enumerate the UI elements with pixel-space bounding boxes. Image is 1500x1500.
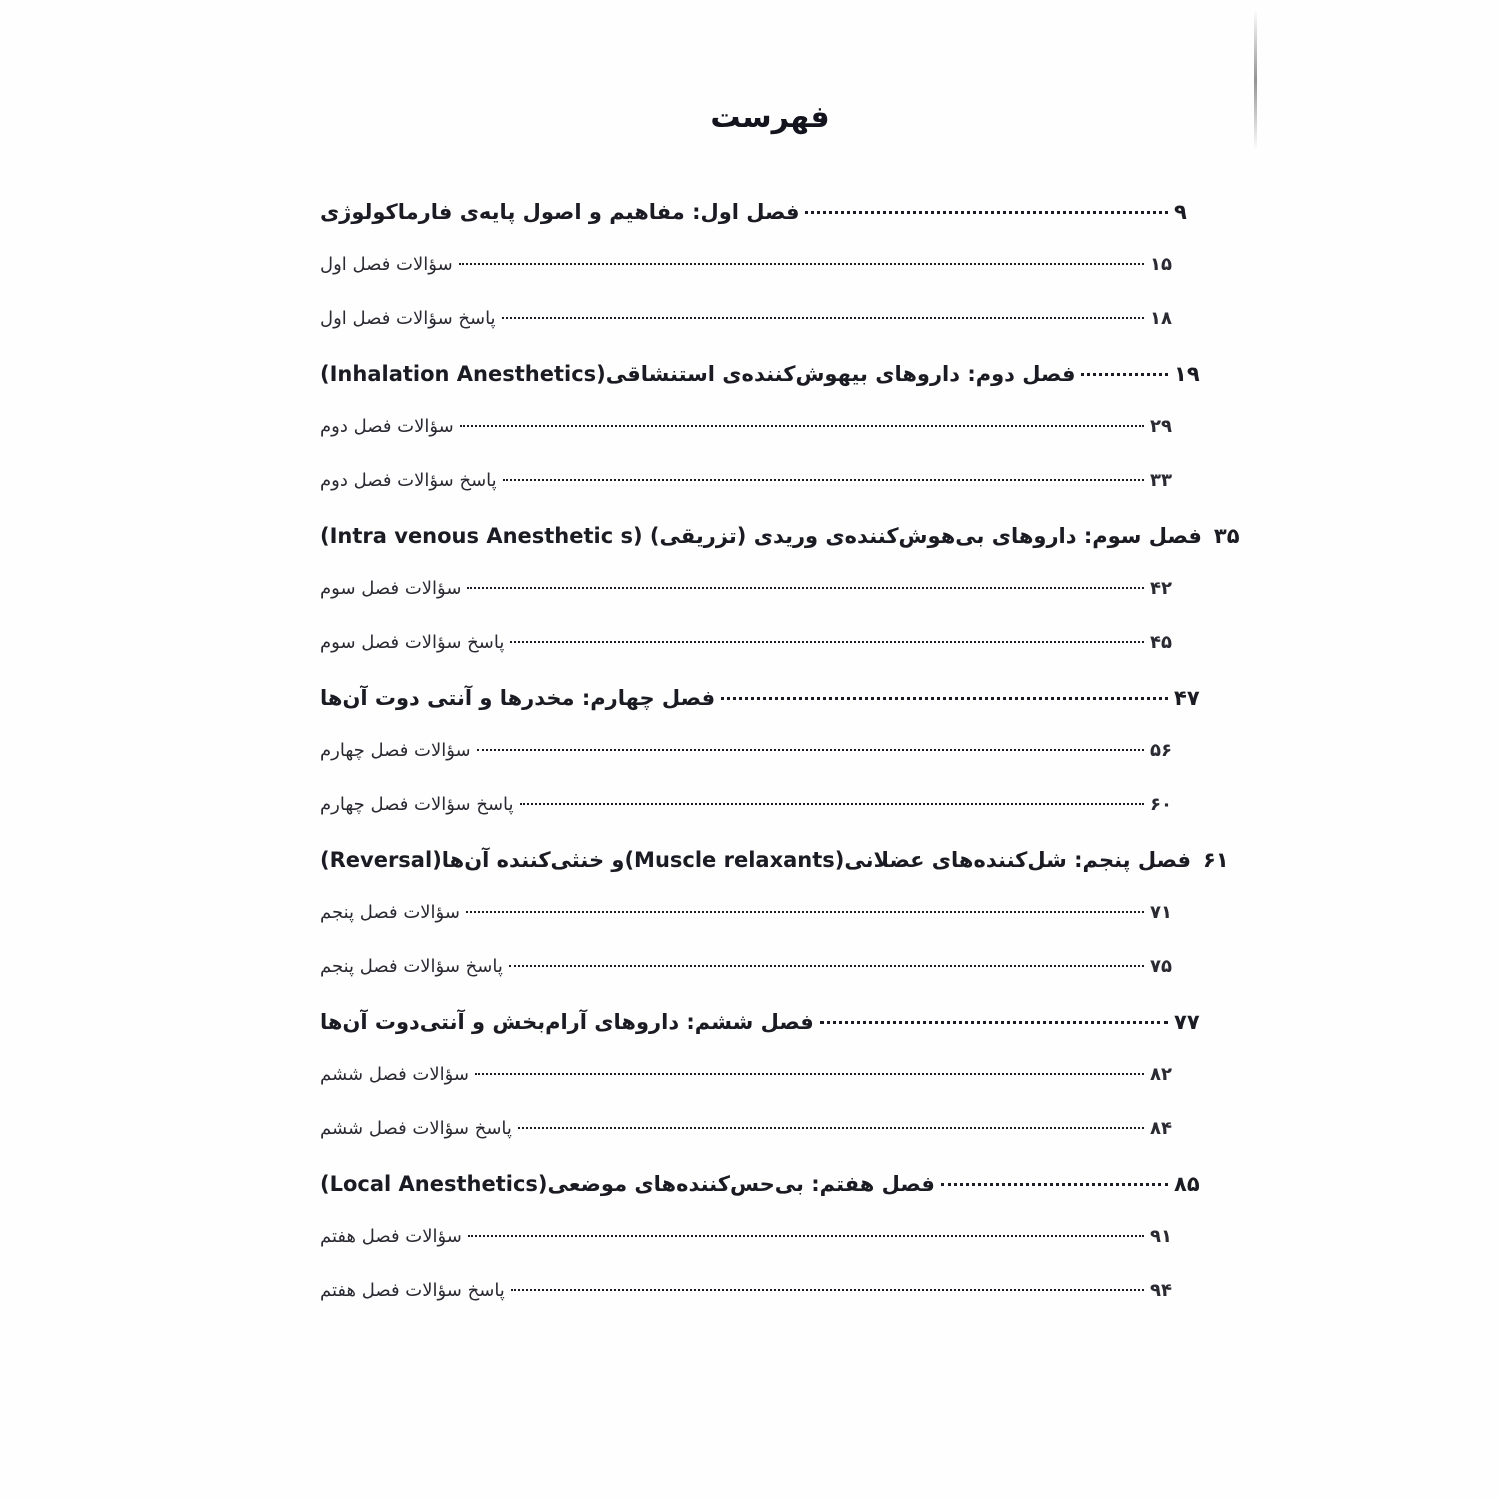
toc-section-entry[interactable] (320, 902, 1200, 956)
toc-page-number: ۶۱ (1203, 848, 1229, 872)
dot-leader (721, 697, 1168, 700)
dot-leader (475, 1073, 1144, 1075)
toc-section-entry[interactable] (320, 1280, 1200, 1334)
toc-section-entry[interactable] (320, 578, 1200, 632)
toc-entry-title: پاسخ سؤالات فصل ششم (320, 1118, 512, 1139)
toc-page-number: ۲۹ (1150, 416, 1172, 437)
toc-chapter-entry[interactable] (320, 1010, 1200, 1064)
toc-page-number: ۴۲ (1150, 578, 1172, 599)
toc-page-number: ۴۷ (1174, 686, 1200, 710)
toc-entry-title: سؤالات فصل سوم (320, 578, 462, 599)
toc-chapter-entry[interactable] (320, 524, 1240, 578)
toc-section-entry[interactable] (320, 794, 1200, 848)
toc-page-number: ۷۷ (1174, 1010, 1200, 1034)
toc-entry-title: فصل سوم: داروهای بی‌هوش‌کننده‌ی وریدی (تزریقی) (Intra venous Anesthetic s) (320, 524, 1202, 548)
toc-entry-title: فصل هفتم: بی‌حس‌کننده‌های موضعی(Local Anesthetics) (320, 1172, 935, 1196)
toc-chapter-entry[interactable] (320, 362, 1200, 416)
toc-page-number: ۸۵ (1174, 1172, 1200, 1196)
toc-page-number: ۳۳ (1150, 470, 1172, 491)
toc-entry-title: پاسخ سؤالات فصل سوم (320, 632, 505, 653)
toc-section-entry[interactable] (320, 308, 1200, 362)
toc-page-number: ۶۰ (1150, 794, 1172, 815)
dot-leader (503, 479, 1144, 481)
dot-leader (467, 587, 1144, 589)
dot-leader (509, 965, 1144, 967)
dot-leader (502, 317, 1144, 319)
toc-entry-title: سؤالات فصل پنجم (320, 902, 460, 923)
toc-entry-title: پاسخ سؤالات فصل پنجم (320, 956, 503, 977)
toc-chapter-entry[interactable] (320, 686, 1200, 740)
toc-page-number: ۵۶ (1150, 740, 1172, 761)
dot-leader (520, 803, 1144, 805)
toc-section-entry[interactable] (320, 956, 1200, 1010)
toc-page-number: ۷۵ (1150, 956, 1172, 977)
toc-section-entry[interactable] (320, 740, 1200, 794)
toc-section-entry[interactable] (320, 416, 1200, 470)
toc-entry-title: فصل چهارم: مخدرها و آنتی دوت آن‌ها (320, 686, 716, 710)
dot-leader (511, 1289, 1144, 1291)
toc-entry-title: پاسخ سؤالات فصل چهارم (320, 794, 514, 815)
dot-leader (518, 1127, 1144, 1129)
toc-page-number: ۱۵ (1150, 254, 1172, 275)
toc-entry-title: سؤالات فصل هفتم (320, 1226, 462, 1247)
toc-page-number: ۳۵ (1213, 524, 1240, 548)
toc-section-entry[interactable] (320, 1118, 1200, 1172)
toc-page-number: ۹ (1174, 200, 1187, 224)
dot-leader (468, 1235, 1144, 1237)
toc-section-entry[interactable] (320, 254, 1200, 308)
toc-section-entry[interactable] (320, 632, 1200, 686)
toc-entry-title: فصل ششم: داروهای آرام‌بخش و آنتی‌دوت آن‌ها (320, 1010, 814, 1034)
toc-page-number: ۱۹ (1174, 362, 1200, 386)
toc-section-entry[interactable] (320, 1226, 1200, 1280)
toc-page-number: ۹۴ (1150, 1280, 1172, 1301)
dot-leader (820, 1021, 1168, 1024)
toc-entry-title: سؤالات فصل ششم (320, 1064, 470, 1085)
toc-entry-title: سؤالات فصل اول (320, 254, 453, 275)
table-of-contents (320, 200, 1240, 1334)
toc-page-number: ۸۴ (1150, 1118, 1172, 1139)
toc-entry-title: فصل پنجم: شل‌کننده‌های عضلانی(Muscle relaxants)و خنثی‌کننده آن‌ها(Reversal) (320, 848, 1192, 872)
toc-entry-title: پاسخ سؤالات فصل اول (320, 308, 496, 329)
toc-entry-title: پاسخ سؤالات فصل هفتم (320, 1280, 505, 1301)
toc-page-number: ۱۸ (1150, 308, 1172, 329)
toc-section-entry[interactable] (320, 1064, 1200, 1118)
toc-entry-title: فصل اول: مفاهیم و اصول پایه‌ی فارماکولوژی (320, 200, 800, 224)
dot-leader (477, 749, 1144, 751)
toc-section-entry[interactable] (320, 470, 1200, 524)
toc-chapter-entry[interactable] (320, 1172, 1200, 1226)
toc-chapter-entry[interactable] (320, 848, 1229, 902)
toc-page-number: ۴۵ (1150, 632, 1172, 653)
dot-leader (459, 263, 1144, 265)
dot-leader (460, 425, 1144, 427)
toc-entry-title: سؤالات فصل چهارم (320, 740, 471, 761)
dot-leader (466, 911, 1144, 913)
toc-chapter-entry[interactable] (320, 200, 1200, 254)
dot-leader (1081, 373, 1168, 376)
toc-entry-title: سؤالات فصل دوم (320, 416, 454, 437)
toc-page-number: ۷۱ (1150, 902, 1172, 923)
toc-entry-title: پاسخ سؤالات فصل دوم (320, 470, 497, 491)
toc-entry-title: فصل دوم: داروهای بیهوش‌کننده‌ی استنشاقی(Inhalation Anesthetics) (320, 362, 1076, 386)
toc-page-number: ۸۲ (1150, 1064, 1172, 1085)
dot-leader (510, 641, 1144, 643)
dot-leader (805, 211, 1168, 214)
toc-page-number: ۹۱ (1150, 1226, 1172, 1247)
page-title: فهرست (710, 100, 830, 135)
dot-leader (941, 1183, 1168, 1186)
